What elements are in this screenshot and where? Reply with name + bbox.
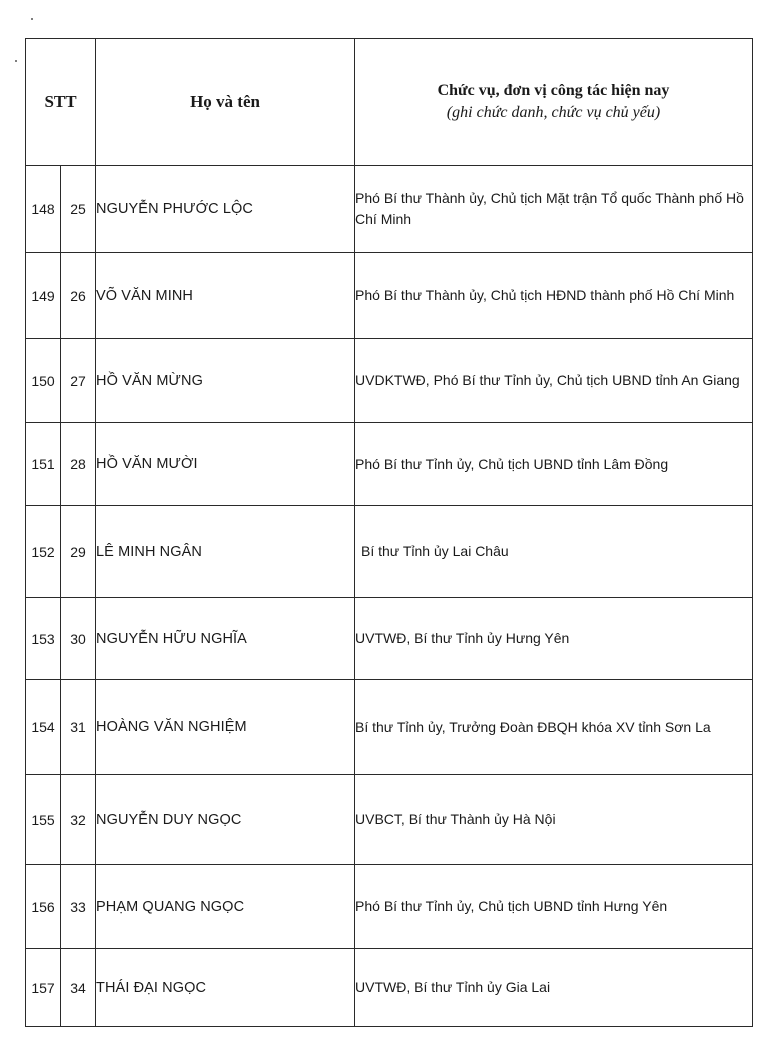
row-role: UVBCT, Bí thư Thành ủy Hà Nội <box>355 775 753 865</box>
row-name: PHẠM QUANG NGỌC <box>96 865 355 949</box>
table-row <box>26 253 753 339</box>
row-role: UVDKTWĐ, Phó Bí thư Tỉnh ủy, Chủ tịch UBND tỉnh An Giang <box>355 339 753 423</box>
scan-speck <box>15 60 17 62</box>
row-sub-index: 25 <box>61 166 96 253</box>
row-role: Bí thư Tỉnh ủy, Trưởng Đoàn ĐBQH khóa XV tỉnh Sơn La <box>355 680 753 775</box>
row-role: Bí thư Tỉnh ủy Lai Châu <box>355 506 753 598</box>
row-index: 149 <box>26 253 61 339</box>
row-role: Phó Bí thư Thành ủy, Chủ tịch HĐND thành phố Hồ Chí Minh <box>355 253 753 339</box>
row-name: NGUYỄN HỮU NGHĨA <box>96 598 355 680</box>
row-role: Phó Bí thư Tỉnh ủy, Chủ tịch UBND tỉnh Lâm Đồng <box>355 423 753 506</box>
table-row <box>26 598 753 680</box>
row-sub-index: 34 <box>61 949 96 1027</box>
row-role: UVTWĐ, Bí thư Tỉnh ủy Gia Lai <box>355 949 753 1027</box>
header-role <box>355 39 753 166</box>
table-row <box>26 949 753 1027</box>
header-role-title: Chức vụ, đơn vị công tác hiện nay <box>437 82 670 99</box>
header-role-subtitle: (ghi chức danh, chức vụ chủ yếu) <box>446 104 661 121</box>
row-role: Phó Bí thư Thành ủy, Chủ tịch Mặt trận Tổ quốc Thành phố Hồ Chí Minh <box>355 166 753 253</box>
row-index: 157 <box>26 949 61 1027</box>
row-index: 156 <box>26 865 61 949</box>
scan-speck <box>31 18 33 20</box>
header-name: Họ và tên <box>96 39 355 166</box>
row-sub-index: 27 <box>61 339 96 423</box>
row-name: HOÀNG VĂN NGHIỆM <box>96 680 355 775</box>
row-index: 152 <box>26 506 61 598</box>
row-sub-index: 31 <box>61 680 96 775</box>
row-sub-index: 33 <box>61 865 96 949</box>
table-row <box>26 506 753 598</box>
row-name: LÊ MINH NGÂN <box>96 506 355 598</box>
row-sub-index: 30 <box>61 598 96 680</box>
row-index: 150 <box>26 339 61 423</box>
row-name: THÁI ĐẠI NGỌC <box>96 949 355 1027</box>
row-index: 155 <box>26 775 61 865</box>
row-name: HỒ VĂN MƯỜI <box>96 423 355 506</box>
row-sub-index: 29 <box>61 506 96 598</box>
row-name: VÕ VĂN MINH <box>96 253 355 339</box>
table-row <box>26 339 753 423</box>
candidate-table <box>25 38 753 1027</box>
header-stt: STT <box>26 39 96 166</box>
table-header-row <box>26 39 753 166</box>
row-name: NGUYỄN PHƯỚC LỘC <box>96 166 355 253</box>
table-row <box>26 166 753 253</box>
row-index: 153 <box>26 598 61 680</box>
table-row <box>26 775 753 865</box>
row-index: 151 <box>26 423 61 506</box>
table-row <box>26 680 753 775</box>
row-sub-index: 32 <box>61 775 96 865</box>
row-name: NGUYỄN DUY NGỌC <box>96 775 355 865</box>
row-role: Phó Bí thư Tỉnh ủy, Chủ tịch UBND tỉnh Hưng Yên <box>355 865 753 949</box>
row-sub-index: 26 <box>61 253 96 339</box>
row-role: UVTWĐ, Bí thư Tỉnh ủy Hưng Yên <box>355 598 753 680</box>
table-row <box>26 865 753 949</box>
row-name: HỒ VĂN MỪNG <box>96 339 355 423</box>
row-index: 154 <box>26 680 61 775</box>
table-row <box>26 423 753 506</box>
row-sub-index: 28 <box>61 423 96 506</box>
row-index: 148 <box>26 166 61 253</box>
